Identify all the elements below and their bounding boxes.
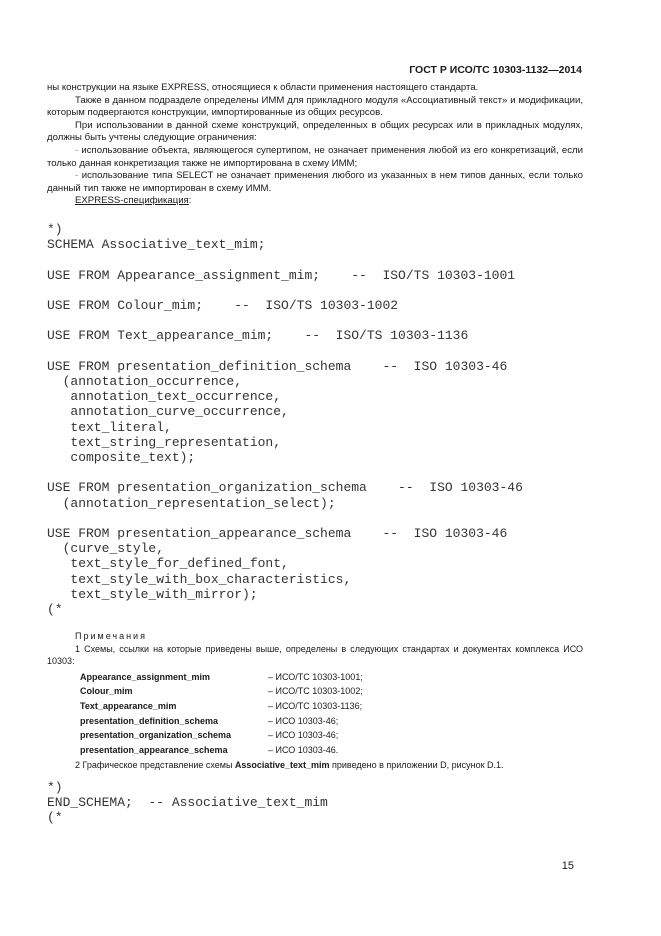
schema-standard: – ИСО/ТС 10303-1136; (268, 700, 363, 711)
intro-paragraph-3: При использовании в данной схеме конструкций, определенных в общих ресурсах или в прикладных модулях, должны быть учтены следующие ограничения: (47, 119, 583, 144)
schema-standard: – ИСО 10303-46; (268, 730, 339, 741)
express-spec-link: EXPRESS-спецификация (75, 195, 189, 207)
schema-reference-row (80, 670, 363, 685)
intro-paragraph-2: Также в данном подразделе определены ИММ для прикладного модуля «Ассоциативный текст» и модификации, которым подвергаются конструкции, импортированные из общих ресурсов. (47, 94, 583, 119)
page-number: 15 (561, 860, 574, 872)
schema-name: presentation_appearance_schema (80, 744, 228, 755)
notes-title: Примечания (75, 631, 147, 641)
bullet-dash: - (75, 170, 79, 182)
schema-reference-row (80, 743, 363, 758)
intro-paragraph-1: ны конструкции на языке EXPRESS, относящиеся к области применения настоящего стандарта. (47, 82, 479, 93)
note-2 (47, 759, 583, 772)
schema-reference-row (80, 714, 363, 729)
constraint-text-2: использование типа SELECT не означает применения любого из указанных в нем типов данных, если только данный тип также не импортирован в схему ИММ. (47, 170, 583, 194)
schema-reference-row (80, 699, 363, 714)
document-header: ГОСТ Р ИСО/ТС 10303-1132—2014 (409, 64, 582, 76)
schema-standard: – ИСО/ТС 10303-1002; (268, 686, 363, 697)
schema-name: presentation_organization_schema (80, 730, 232, 741)
schema-standard: – ИСО 10303-46. (268, 744, 339, 755)
schema-name: Appearance_assignment_mim (80, 671, 211, 682)
constraint-text-1: использование объекта, являющегося супертипом, не означает применения любой из его конкретизаций, если только данная конкретизация также не импортирована в схему ИММ; (47, 144, 583, 169)
spec-colon: : (188, 195, 192, 207)
express-code-block-end: *) END_SCHEMA; -- Associative_text_mim (* (47, 780, 328, 826)
constraint-item-2 (47, 170, 583, 195)
schema-name: presentation_definition_schema (80, 715, 219, 726)
schema-reference-table (80, 670, 363, 758)
note-2-schema-name: Associative_text_mim (234, 760, 330, 771)
note-2-suffix: приведено в приложении D, рисунок D.1. (329, 760, 504, 771)
express-spec-label (47, 195, 583, 208)
bullet-dash: - (75, 144, 79, 156)
constraint-item-1 (47, 145, 583, 170)
schema-reference-row (80, 728, 363, 743)
schema-standard: – ИСО/ТС 10303-1001; (268, 671, 363, 682)
note-2-prefix: 2 Графическое представление схемы (75, 760, 235, 771)
express-code-block-main: *) SCHEMA Associative_text_mim; USE FROM Appearance_assignment_mim; -- ISO/TS 10303-1001 USE FROM Colour_mim; -- ISO/TS 10303-1002 USE FROM Text_appearance_mim; -- ISO/TS 10303-1136 USE FROM presentation_definition_schema -- ISO 10303-46 (annotation_occurrence, annotation_text_occurrence, annotation_curve_occurrence, text_literal, text_string_representation, composite_text); USE FROM presentation_organization_schema -- ISO 10303-46 (annotation_representation_select); USE FROM presentation_appearance_schema -- ISO 10303-46 (curve_style, text_style_for_defined_font, text_style_with_box_characteristics, text_style_with_mirror); (* (47, 222, 523, 618)
schema-name: Colour_mim (80, 686, 133, 697)
notes-section (47, 630, 583, 772)
schema-reference-row (80, 684, 363, 699)
note-1: 1 Схемы, ссылки на которые приведены выше, определены в следующих стандартах и документах комплекса ИСО 10303: (47, 643, 583, 667)
schema-name: Text_appearance_mim (80, 700, 177, 711)
schema-standard: – ИСО 10303-46; (268, 715, 339, 726)
intro-text (47, 82, 583, 208)
